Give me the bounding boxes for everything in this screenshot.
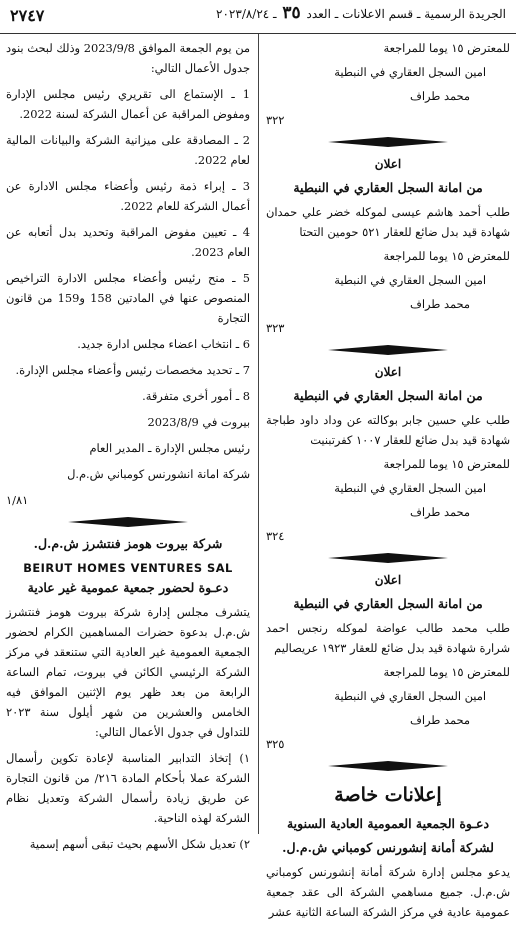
column-separator (258, 34, 259, 834)
announcement-block (266, 570, 510, 754)
signatory-name: محمد طراف (410, 297, 470, 311)
signatory-company: شركة امانة انشورنس كومباني ش.م.ل (67, 467, 250, 481)
meeting-company: لشركة أمانة إنشورنس كومباني ش.م.ل. (282, 840, 494, 855)
meeting-body: يدعو مجلس إدارة شركة أمانة إنشورنس كومباني ش.م.ل. جميع مساهمي الشركة الى عقد جمعية عمومية عادية في مركز الشركة الساعة الثانية عشر (266, 865, 510, 919)
page-header (0, 0, 516, 34)
announcement-issuer: من امانة السجل العقاري في النبطية (293, 180, 483, 195)
announcement-block (266, 362, 510, 546)
announcement-label: اعلان (374, 157, 402, 171)
special-ads-heading: إعلانات خاصة (334, 784, 442, 806)
agenda-intro: من يوم الجمعة الموافق 2023/9/8 وذلك لبحث بنود جدول الأعمال التالي: (6, 41, 250, 75)
objection-line: للمعترض ١٥ يوما للمراجعة (383, 457, 510, 471)
signatory-name: محمد طراف (410, 713, 470, 727)
announcement-body: طلب محمد طالب عواضة لموكله رنجس احمد شرارة شهادة قيد بدل ضائع للعقار ١٩٢٣ عريصاليم (266, 621, 510, 655)
divider-ornament (6, 514, 250, 530)
company-name-arabic: شركة بيروت هومز فنتشرز ش.م.ل. (33, 536, 223, 551)
agenda-item: 6 ـ انتخاب اعضاء مجلس ادارة جديد. (77, 337, 250, 351)
objection-line: للمعترض ١٥ يوما للمراجعة (383, 249, 510, 263)
invitation-item: ١) إتخاذ التدابير المناسبة لإعادة تكوين رأسمال الشركة عملا بأحكام المادة ٢١٦/ من قانون التجارة عن طريق زيادة رأسمال الشركة وتعديل نظام الشركة لهذه الناحية. (6, 751, 251, 825)
notice-number: ٣٢٣ (266, 321, 285, 335)
signatory-line: امين السجل العقاري في النبطية (334, 689, 486, 703)
notice-number: ٣٢٤ (266, 529, 285, 543)
signatory-line: رئيس مجلس الإدارة ـ المدير العام (89, 441, 250, 455)
announcement-label: اعلان (374, 365, 402, 379)
agenda-item: 3 ـ إبراء ذمة رئيس وأعضاء مجلس الادارة عن أعمال الشركة للعام 2022. (6, 179, 250, 213)
agenda-item: 4 ـ تعيين مفوض المراقبة وتحديد بدل أتعابه عن العام 2023. (6, 225, 250, 259)
signatory-line: امين السجل العقاري في النبطية (334, 65, 486, 79)
notice-number: ١/٨١ (6, 493, 29, 507)
notice-number: ٣٢٢ (266, 113, 285, 127)
objection-line: للمعترض ١٥ يوما للمراجعة (383, 41, 510, 55)
page-number: ٢٧٤٧ (10, 6, 45, 25)
agenda-item: 8 ـ أمور أخرى متفرقة. (142, 389, 250, 403)
objection-line: للمعترض ١٥ يوما للمراجعة (383, 665, 510, 679)
company-name-english: BEIRUT HOMES VENTURES SAL (23, 561, 233, 575)
announcement-issuer: من امانة السجل العقاري في النبطية (293, 388, 483, 403)
signatory-line: امين السجل العقاري في النبطية (334, 273, 486, 287)
announcement-issuer: من امانة السجل العقاري في النبطية (293, 596, 483, 611)
signatory-line: امين السجل العقاري في النبطية (334, 481, 486, 495)
announcement-body: طلب علي حسين جابر بوكالته عن وداد داود طباجة شهادة قيد بدل ضائع للعقار ١٠٠٧ كفرتبنيت (266, 413, 510, 447)
signatory-name: محمد طراف (410, 505, 470, 519)
agenda-item: 5 ـ منح رئيس وأعضاء مجلس الادارة التراخيص المنصوص عنها في المادتين 158 و159 من قانون التجارة (6, 271, 250, 325)
gazette-title-text: الجريدة الرسمية ـ قسم الاعلانات ـ العدد (306, 7, 506, 21)
issue-number: ٣٥ (282, 3, 301, 23)
announcement-body: طلب أحمد هاشم عيسى لموكله خضر علي حمدان شهادة قيد بدل ضائع للعقار ٥٢١ حومين التحتا (266, 205, 510, 239)
divider-ornament (266, 134, 510, 150)
left-column (6, 38, 250, 860)
issue-date: ـ ٢٠٢٣/٨/٢٤ (216, 7, 277, 21)
announcement-block (266, 154, 510, 338)
meeting-title: دعـوة الجمعية العمومية العادية السنوية (286, 816, 490, 831)
invitation-title: دعـوة لحضور جمعية عمومية غير عادية (27, 580, 229, 595)
divider-ornament (266, 550, 510, 566)
gazette-title (216, 3, 506, 23)
date-line: بيروت في 2023/8/9 (147, 415, 250, 429)
announcement-label: اعلان (374, 573, 402, 587)
divider-ornament (266, 342, 510, 358)
invitation-item: ٢) تعديل شكل الأسهم بحيث تبقى أسهم إسمية (29, 837, 250, 851)
signatory-name: محمد طراف (410, 89, 470, 103)
agenda-item: 7 ـ تحديد مخصصات رئيس وأعضاء مجلس الإدارة. (15, 363, 250, 377)
divider-ornament (266, 758, 510, 774)
right-column (266, 38, 510, 926)
agenda-item: 1 ـ الإستماع الى تقريري رئيس مجلس الإدارة ومفوض المراقبة عن أعمال الشركة لسنة 2022. (6, 87, 250, 121)
invitation-body: يتشرف مجلس إدارة شركة بيروت هومز فنتشرز ش.م.ل بدعوة حضرات المساهمين الكرام لحضور الجمعية العمومية غير العادية التي ستنعقد في مركز الشركة الرئيسي الكائن في بيروت، تمام الساعة الرابعة من بعد ظهر يوم الإثنين الموافق فيه الخامس والعشرين من شهر أيلول سنة ٢٠٢٣ للتداول في جدول الأعمال التالي: (6, 605, 250, 739)
agenda-item: 2 ـ المصادقة على ميزانية الشركة والبيانات المالية لعام 2022. (6, 133, 250, 167)
notice-number: ٣٢٥ (266, 737, 285, 751)
